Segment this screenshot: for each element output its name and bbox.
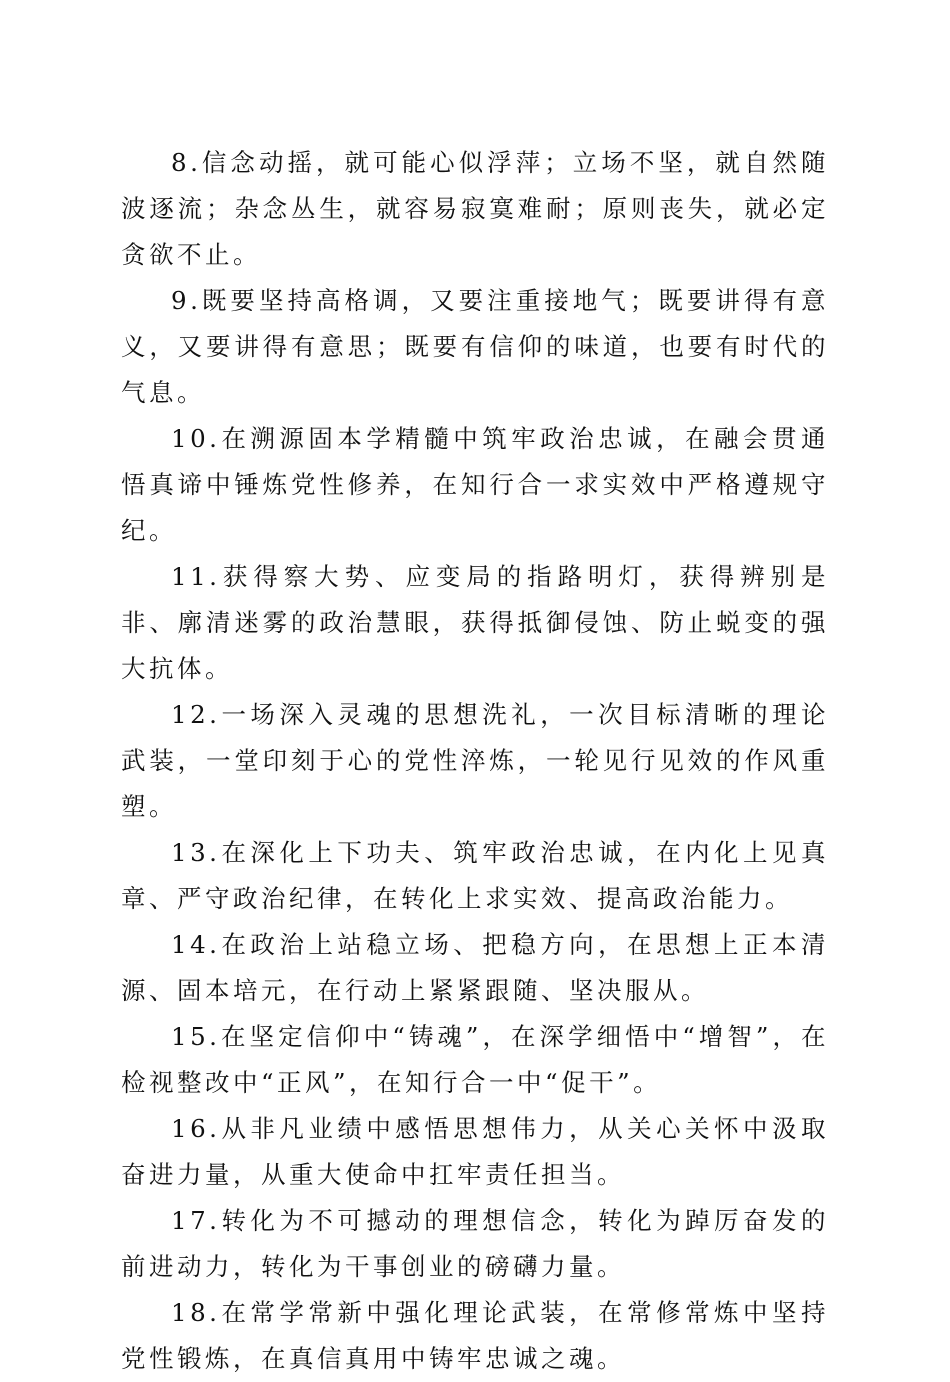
paragraph-13: 13.在深化上下功夫、筑牢政治忠诚，在内化上见真章、严守政治纪律，在转化上求实效、提高政治能力。 [121,838,829,913]
paragraph-14: 14.在政治上站稳立场、把稳方向，在思想上正本清源、固本培元，在行动上紧紧跟随、坚决服从。 [121,930,829,1005]
paragraph-18: 18.在常学常新中强化理论武装，在常修常炼中坚持党性锻炼，在真信真用中铸牢忠诚之魂。 [121,1298,829,1373]
paragraph-15: 15.在坚定信仰中“铸魂”，在深学细悟中“增智”，在检视整改中“正风”，在知行合一中“促干”。 [121,1022,829,1097]
paragraph-12: 12.一场深入灵魂的思想洗礼，一次目标清晰的理论武装，一堂印刻于心的党性淬炼，一轮见行见效的作风重塑。 [121,700,829,821]
paragraph-10: 10.在溯源固本学精髓中筑牢政治忠诚，在融会贯通悟真谛中锤炼党性修养，在知行合一求实效中严格遵规守纪。 [121,424,829,545]
paragraph-8: 8.信念动摇，就可能心似浮萍；立场不坚，就自然随波逐流；杂念丛生，就容易寂寞难耐；原则丧失，就必定贪欲不止。 [121,148,829,269]
paragraph-16: 16.从非凡业绩中感悟思想伟力，从关心关怀中汲取奋进力量，从重大使命中扛牢责任担当。 [121,1114,829,1189]
paragraph-11: 11.获得察大势、应变局的指路明灯，获得辨别是非、廓清迷雾的政治慧眼，获得抵御侵蚀、防止蜕变的强大抗体。 [121,562,829,683]
document-body [121,140,829,1382]
paragraph-9: 9.既要坚持高格调，又要注重接地气；既要讲得有意义，又要讲得有意思；既要有信仰的味道，也要有时代的气息。 [121,286,829,407]
paragraph-17: 17.转化为不可撼动的理想信念，转化为踔厉奋发的前进动力，转化为干事创业的磅礴力量。 [121,1206,829,1281]
